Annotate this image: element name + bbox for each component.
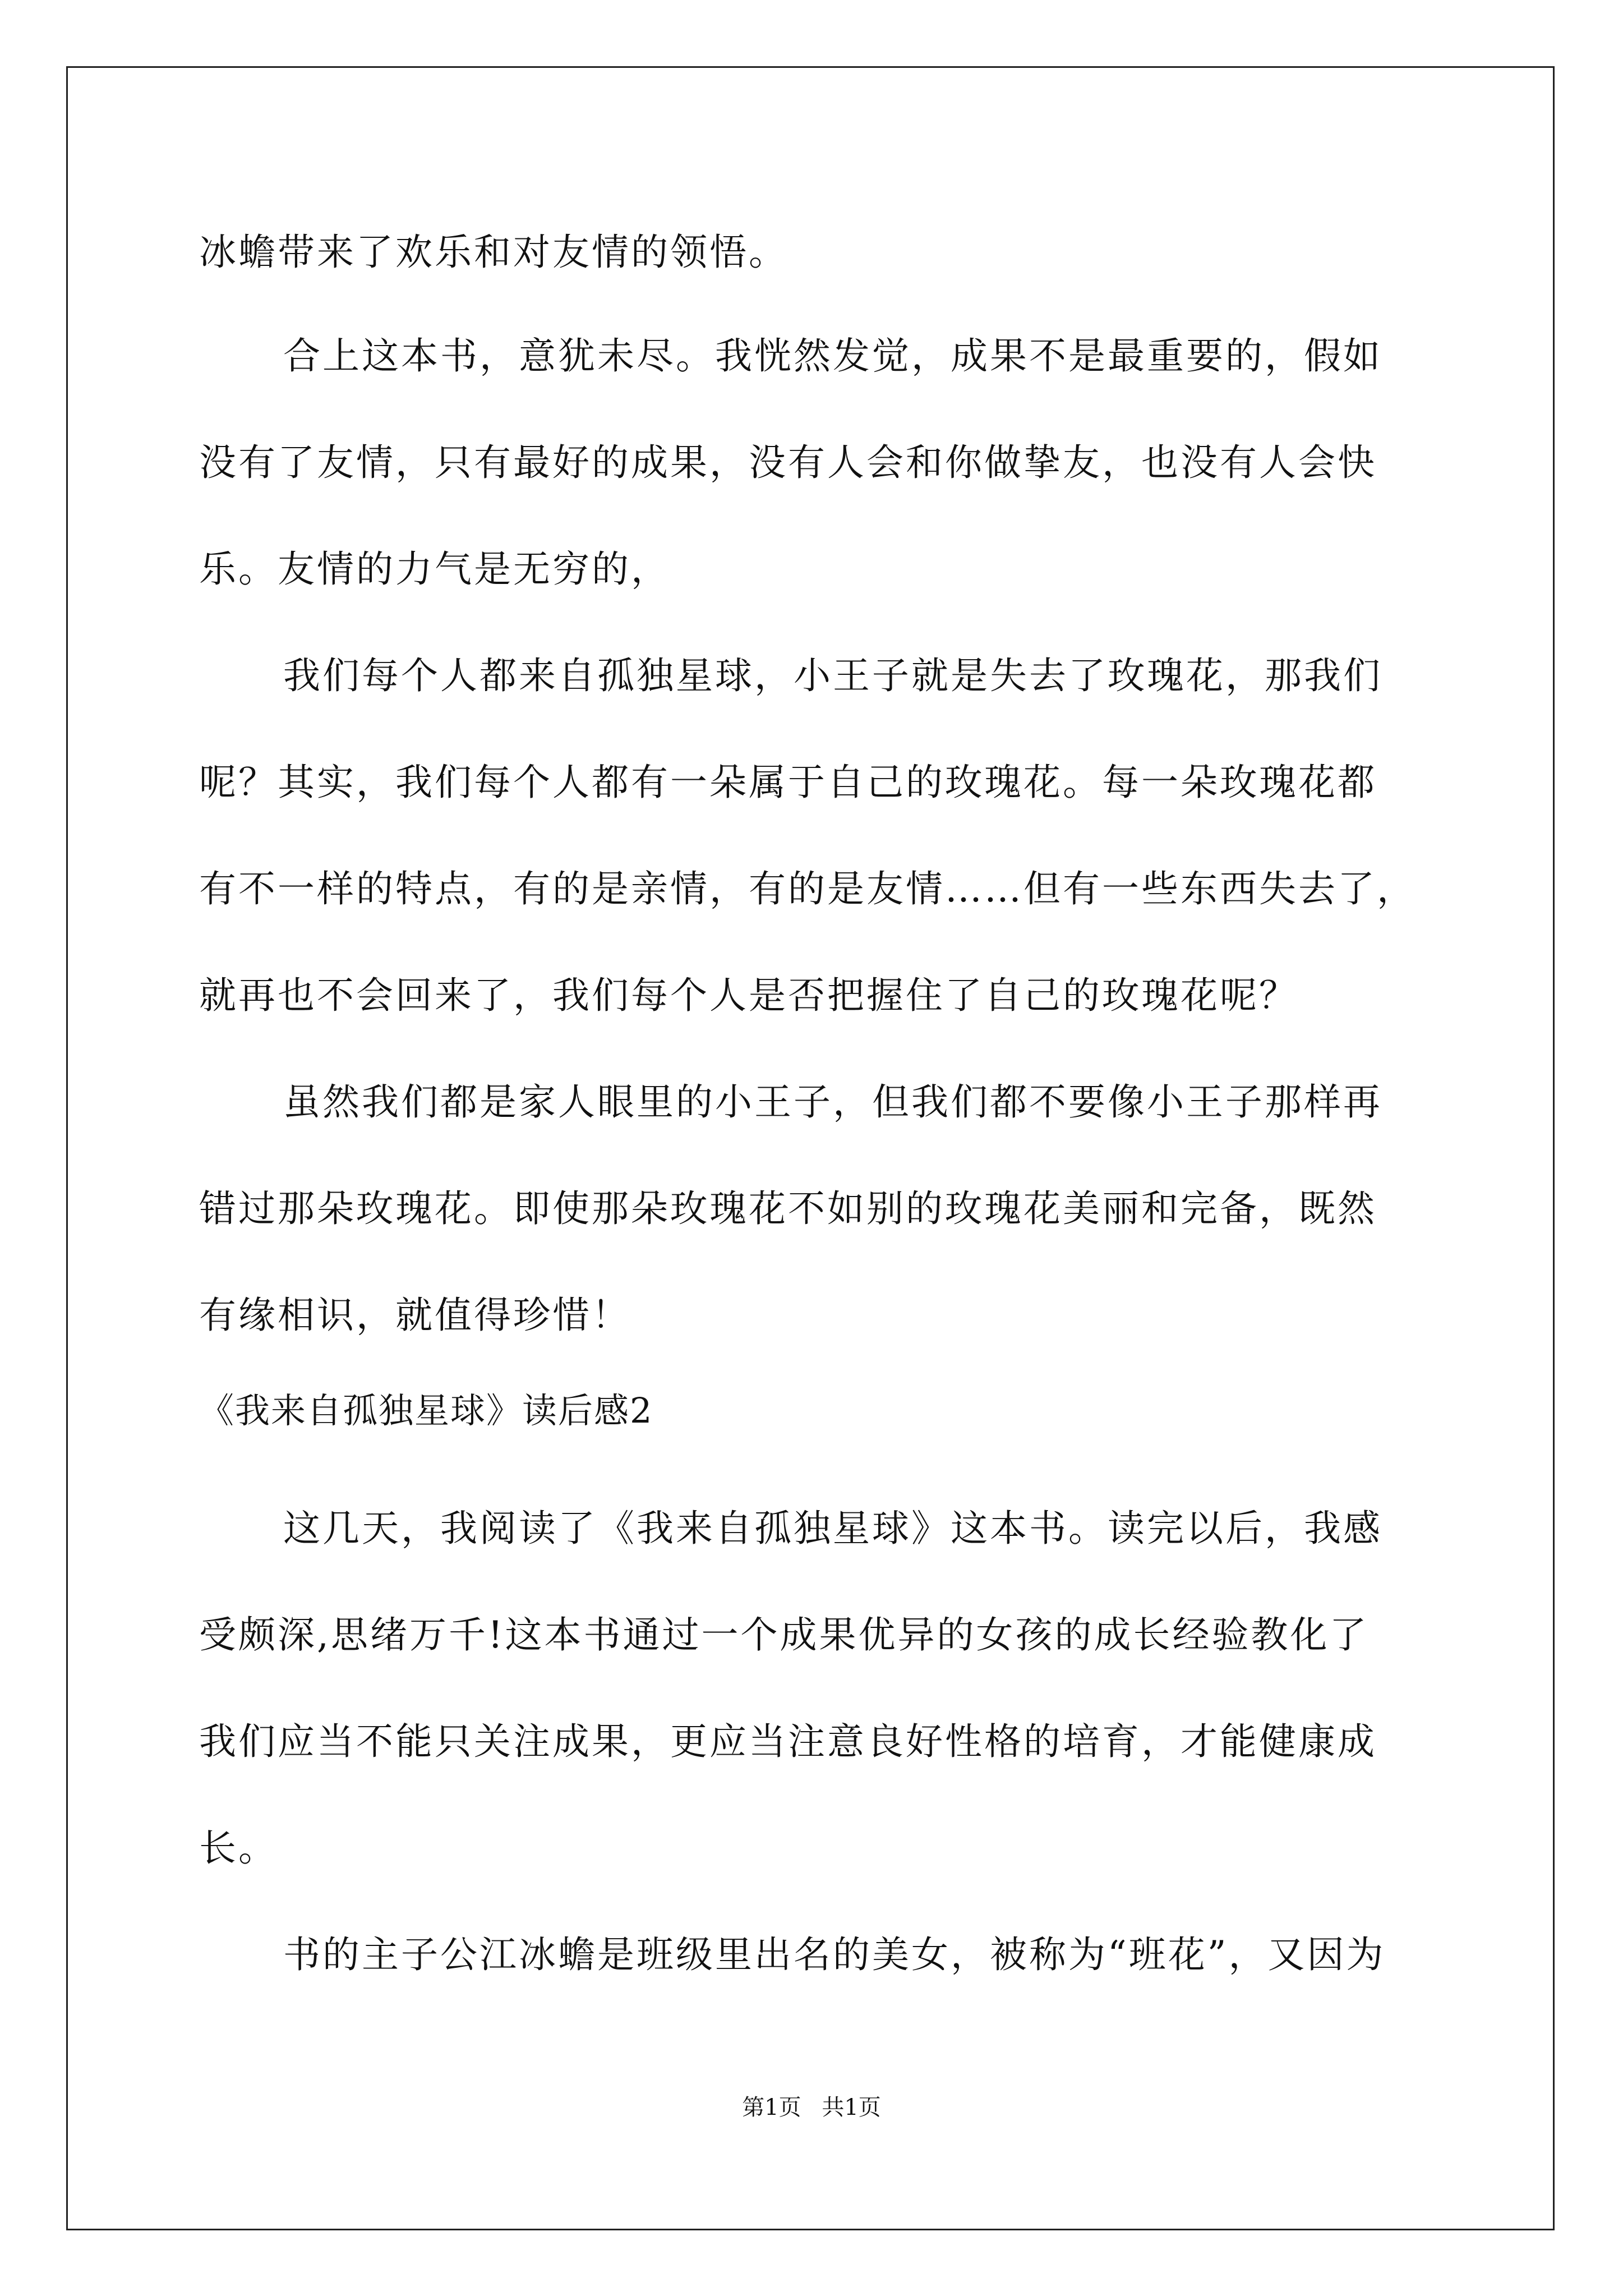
paragraph-line: 有缘相识，就值得珍惜！ bbox=[199, 1294, 631, 1337]
paragraph-line: 错过那朵玫瑰花。即使那朵玫瑰花不如别的玫瑰花美丽和完备，既然 bbox=[199, 1187, 1377, 1230]
paragraph-line: 长。 bbox=[199, 1826, 278, 1870]
paragraph-line: 我们应当不能只关注成果，更应当注意良好性格的培育，才能健康成 bbox=[199, 1720, 1377, 1763]
page-number: 第1页 bbox=[742, 2095, 801, 2120]
paragraph-line: 这几天，我阅读了《我来自孤独星球》这本书。读完以后，我感 bbox=[283, 1507, 1382, 1550]
paragraph-line: 我们每个人都来自孤独星球，小王子就是失去了玫瑰花，那我们 bbox=[283, 654, 1382, 697]
paragraph-line: 没有了友情，只有最好的成果，没有人会和你做挚友，也没有人会快 bbox=[199, 441, 1377, 484]
paragraph-line: 乐。友情的力气是无穷的， bbox=[199, 547, 670, 591]
paragraph-line: 受颇深,思绪万千!这本书通过一个成果优异的女孩的成长经验教化了 bbox=[199, 1613, 1369, 1657]
paragraph-line: 虽然我们都是家人眼里的小王子，但我们都不要像小王子那样再 bbox=[283, 1080, 1382, 1124]
paragraph-line: 有不一样的特点，有的是亲情，有的是友情……但有一些东西失去了， bbox=[199, 867, 1416, 910]
section-heading: 《我来自孤独星球》读后感2 bbox=[199, 1390, 653, 1431]
paragraph-line: 书的主子公江冰蟾是班级里出名的美女，被称为“班花”，又因为 bbox=[283, 1933, 1386, 1976]
paragraph-line: 冰蟾带来了欢乐和对友情的领悟。 bbox=[199, 231, 788, 274]
paragraph-line: 合上这本书，意犹未尽。我恍然发觉，成果不是最重要的，假如 bbox=[283, 334, 1382, 378]
page-footer bbox=[0, 2090, 1623, 2122]
paragraph-line: 就再也不会回来了，我们每个人是否把握住了自己的玫瑰花呢？ bbox=[199, 974, 1298, 1017]
paragraph-line: 呢？其实，我们每个人都有一朵属于自己的玫瑰花。每一朵玫瑰花都 bbox=[199, 761, 1377, 804]
page-border bbox=[66, 66, 1555, 2230]
page-total: 共1页 bbox=[822, 2095, 881, 2120]
